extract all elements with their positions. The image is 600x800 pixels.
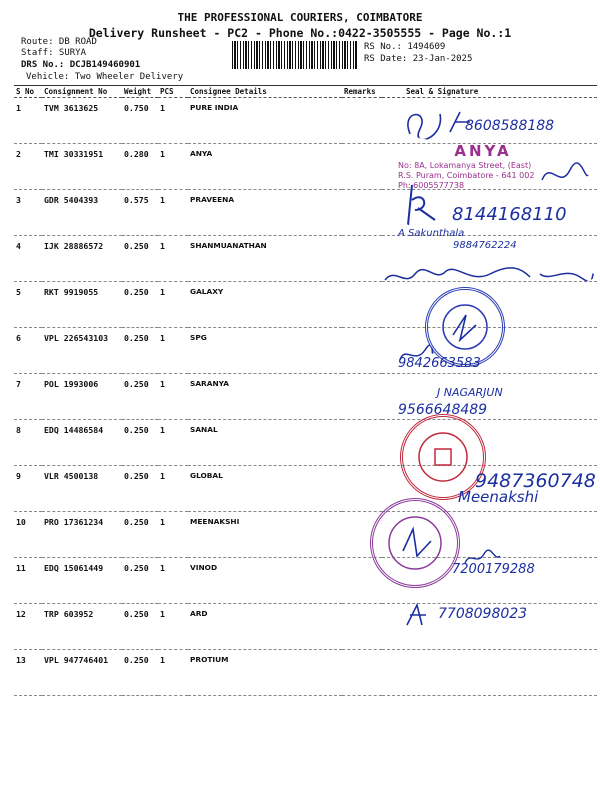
table-header-row: [14, 86, 597, 98]
cell-pcs: 1: [158, 144, 188, 190]
table-row: [14, 650, 597, 696]
cell-remarks: [342, 604, 382, 650]
rs-number: RS No.: 1494609: [364, 42, 446, 52]
col-pcs: PCS: [158, 86, 188, 98]
cell-remarks: [342, 190, 382, 236]
cell-sno: 3: [14, 190, 42, 236]
col-sno: S No: [14, 86, 42, 98]
cell-consignment: TMI 30331951: [42, 144, 122, 190]
table-row: [14, 374, 597, 420]
agency-stamp-inner: [373, 501, 457, 585]
cell-pcs: 1: [158, 282, 188, 328]
staff-text: Staff: SURYA: [21, 48, 87, 58]
cell-remarks: [342, 328, 382, 374]
rs-date: RS Date: 23-Jan-2025: [364, 54, 473, 64]
barcode: [232, 41, 357, 69]
cell-consignee: GALAXY: [188, 282, 342, 328]
cell-weight: 0.250: [122, 558, 158, 604]
signature-13-phone: 7708098023: [438, 606, 528, 622]
cell-consignee: PRAVEENA: [188, 190, 342, 236]
cell-sno: 13: [14, 650, 42, 696]
anya-stamp-phone: Ph: 6005577738: [398, 180, 465, 190]
cell-weight: 0.250: [122, 236, 158, 282]
cell-pcs: 1: [158, 98, 188, 144]
cell-remarks: [342, 282, 382, 328]
anya-stamp-address1: No: 8A, Lokamanya Street, (East): [398, 160, 532, 170]
cell-sno: 5: [14, 282, 42, 328]
cell-remarks: [342, 650, 382, 696]
cell-consignment: TRP 603952: [42, 604, 122, 650]
cell-consignee: SARANYA: [188, 374, 342, 420]
signature-4-scribble: [400, 180, 440, 230]
cell-consignment: EDQ 15061449: [42, 558, 122, 604]
signature-4-phone: 9884762224: [453, 240, 517, 251]
cell-consignee: PURE INDIA: [188, 98, 342, 144]
cell-sno: 8: [14, 420, 42, 466]
marketing-stamp-inner: [403, 417, 483, 497]
col-signature: Seal & Signature: [382, 86, 597, 98]
cell-consignment: GDR 5404393: [42, 190, 122, 236]
cell-pcs: 1: [158, 374, 188, 420]
cell-consignee: MEENAKSHI: [188, 512, 342, 558]
agency-stamp: [370, 498, 460, 588]
cell-pcs: 1: [158, 420, 188, 466]
cell-consignment: VPL 226543103: [42, 328, 122, 374]
cell-sno: 7: [14, 374, 42, 420]
cell-consignee: GLOBAL: [188, 466, 342, 512]
drs-number: DRS No.: DCJB149460901: [21, 60, 141, 70]
col-consignment: Consignment No: [42, 86, 122, 98]
cell-pcs: 1: [158, 236, 188, 282]
table-row: [14, 328, 597, 374]
cell-weight: 0.250: [122, 604, 158, 650]
cell-consignment: PRO 17361234: [42, 512, 122, 558]
cell-consignee: SPG: [188, 328, 342, 374]
vehicle-text: Vehicle: Two Wheeler Delivery: [26, 72, 184, 82]
sp-stamp-inner: [428, 290, 502, 364]
signature-10-phone: 9487360748: [475, 470, 596, 492]
signature-8-phone: 9566648489: [398, 402, 488, 418]
cell-weight: 0.250: [122, 512, 158, 558]
cell-remarks: [342, 236, 382, 282]
company-title: THE PROFESSIONAL COURIERS, COIMBATORE: [177, 11, 423, 24]
route-text: Route: DB ROAD: [21, 37, 97, 47]
anya-stamp-title: ANYA: [454, 142, 512, 160]
cell-pcs: 1: [158, 466, 188, 512]
cell-weight: 0.280: [122, 144, 158, 190]
anya-stamp-address2: R.S. Puram, Coimbatore - 641 002: [398, 170, 535, 180]
cell-sno: 12: [14, 604, 42, 650]
cell-weight: 0.575: [122, 190, 158, 236]
table-row: [14, 512, 597, 558]
signature-1-phone: 8608588188: [465, 118, 555, 134]
col-weight: Weight: [122, 86, 158, 98]
signature-10-name: Meenakshi: [458, 488, 539, 506]
cell-pcs: 1: [158, 604, 188, 650]
cell-weight: 0.250: [122, 328, 158, 374]
col-remarks: Remarks: [342, 86, 382, 98]
cell-sno: 2: [14, 144, 42, 190]
signature-7-phone: 9842663583: [398, 356, 481, 371]
cell-consignee: PROTIUM: [188, 650, 342, 696]
cell-consignment: VPL 947746401: [42, 650, 122, 696]
cell-sno: 11: [14, 558, 42, 604]
cell-consignee: ANYA: [188, 144, 342, 190]
cell-weight: 0.250: [122, 650, 158, 696]
signature-3-scribble: [540, 160, 590, 190]
cell-pcs: 1: [158, 558, 188, 604]
cell-consignee: ARD: [188, 604, 342, 650]
signature-5-scribble: [380, 262, 595, 290]
cell-weight: 0.750: [122, 98, 158, 144]
cell-consignment: RKT 9919055: [42, 282, 122, 328]
signature-4-number: 8144168110: [452, 204, 567, 225]
cell-consignment: IJK 28886572: [42, 236, 122, 282]
cell-pcs: 1: [158, 328, 188, 374]
runsheet-title: Delivery Runsheet - PC2 - Phone No.:0422-3505555 - Page No.:1: [88, 26, 512, 40]
signature-8-name: J NAGARJUN: [437, 386, 503, 399]
sp-associates-stamp: [425, 287, 505, 367]
cell-consignee: SHANMUANATHAN: [188, 236, 342, 282]
cell-consignment: VLR 4500138: [42, 466, 122, 512]
cell-sno: 9: [14, 466, 42, 512]
cell-signature: [382, 650, 597, 696]
cell-consignment: TVM 3613625: [42, 98, 122, 144]
cell-consignee: VINOD: [188, 558, 342, 604]
cell-remarks: [342, 420, 382, 466]
cell-consignment: EDQ 14486584: [42, 420, 122, 466]
cell-consignee: SANAL: [188, 420, 342, 466]
cell-sno: 6: [14, 328, 42, 374]
cell-weight: 0.250: [122, 466, 158, 512]
cell-pcs: 1: [158, 512, 188, 558]
cell-sno: 4: [14, 236, 42, 282]
signature-4-name: A Sakunthala: [398, 228, 465, 239]
signature-12-phone: 7200179288: [452, 562, 535, 577]
cell-consignment: POL 1993006: [42, 374, 122, 420]
cell-sno: 10: [14, 512, 42, 558]
cell-weight: 0.250: [122, 374, 158, 420]
cell-remarks: [342, 374, 382, 420]
col-consignee: Consignee Details: [188, 86, 342, 98]
cell-weight: 0.250: [122, 282, 158, 328]
cell-remarks: [342, 98, 382, 144]
cell-weight: 0.250: [122, 420, 158, 466]
cell-pcs: 1: [158, 650, 188, 696]
cell-sno: 1: [14, 98, 42, 144]
cell-remarks: [342, 144, 382, 190]
cell-pcs: 1: [158, 190, 188, 236]
signature-13-scribble: [402, 600, 436, 630]
table-row: [14, 420, 597, 466]
